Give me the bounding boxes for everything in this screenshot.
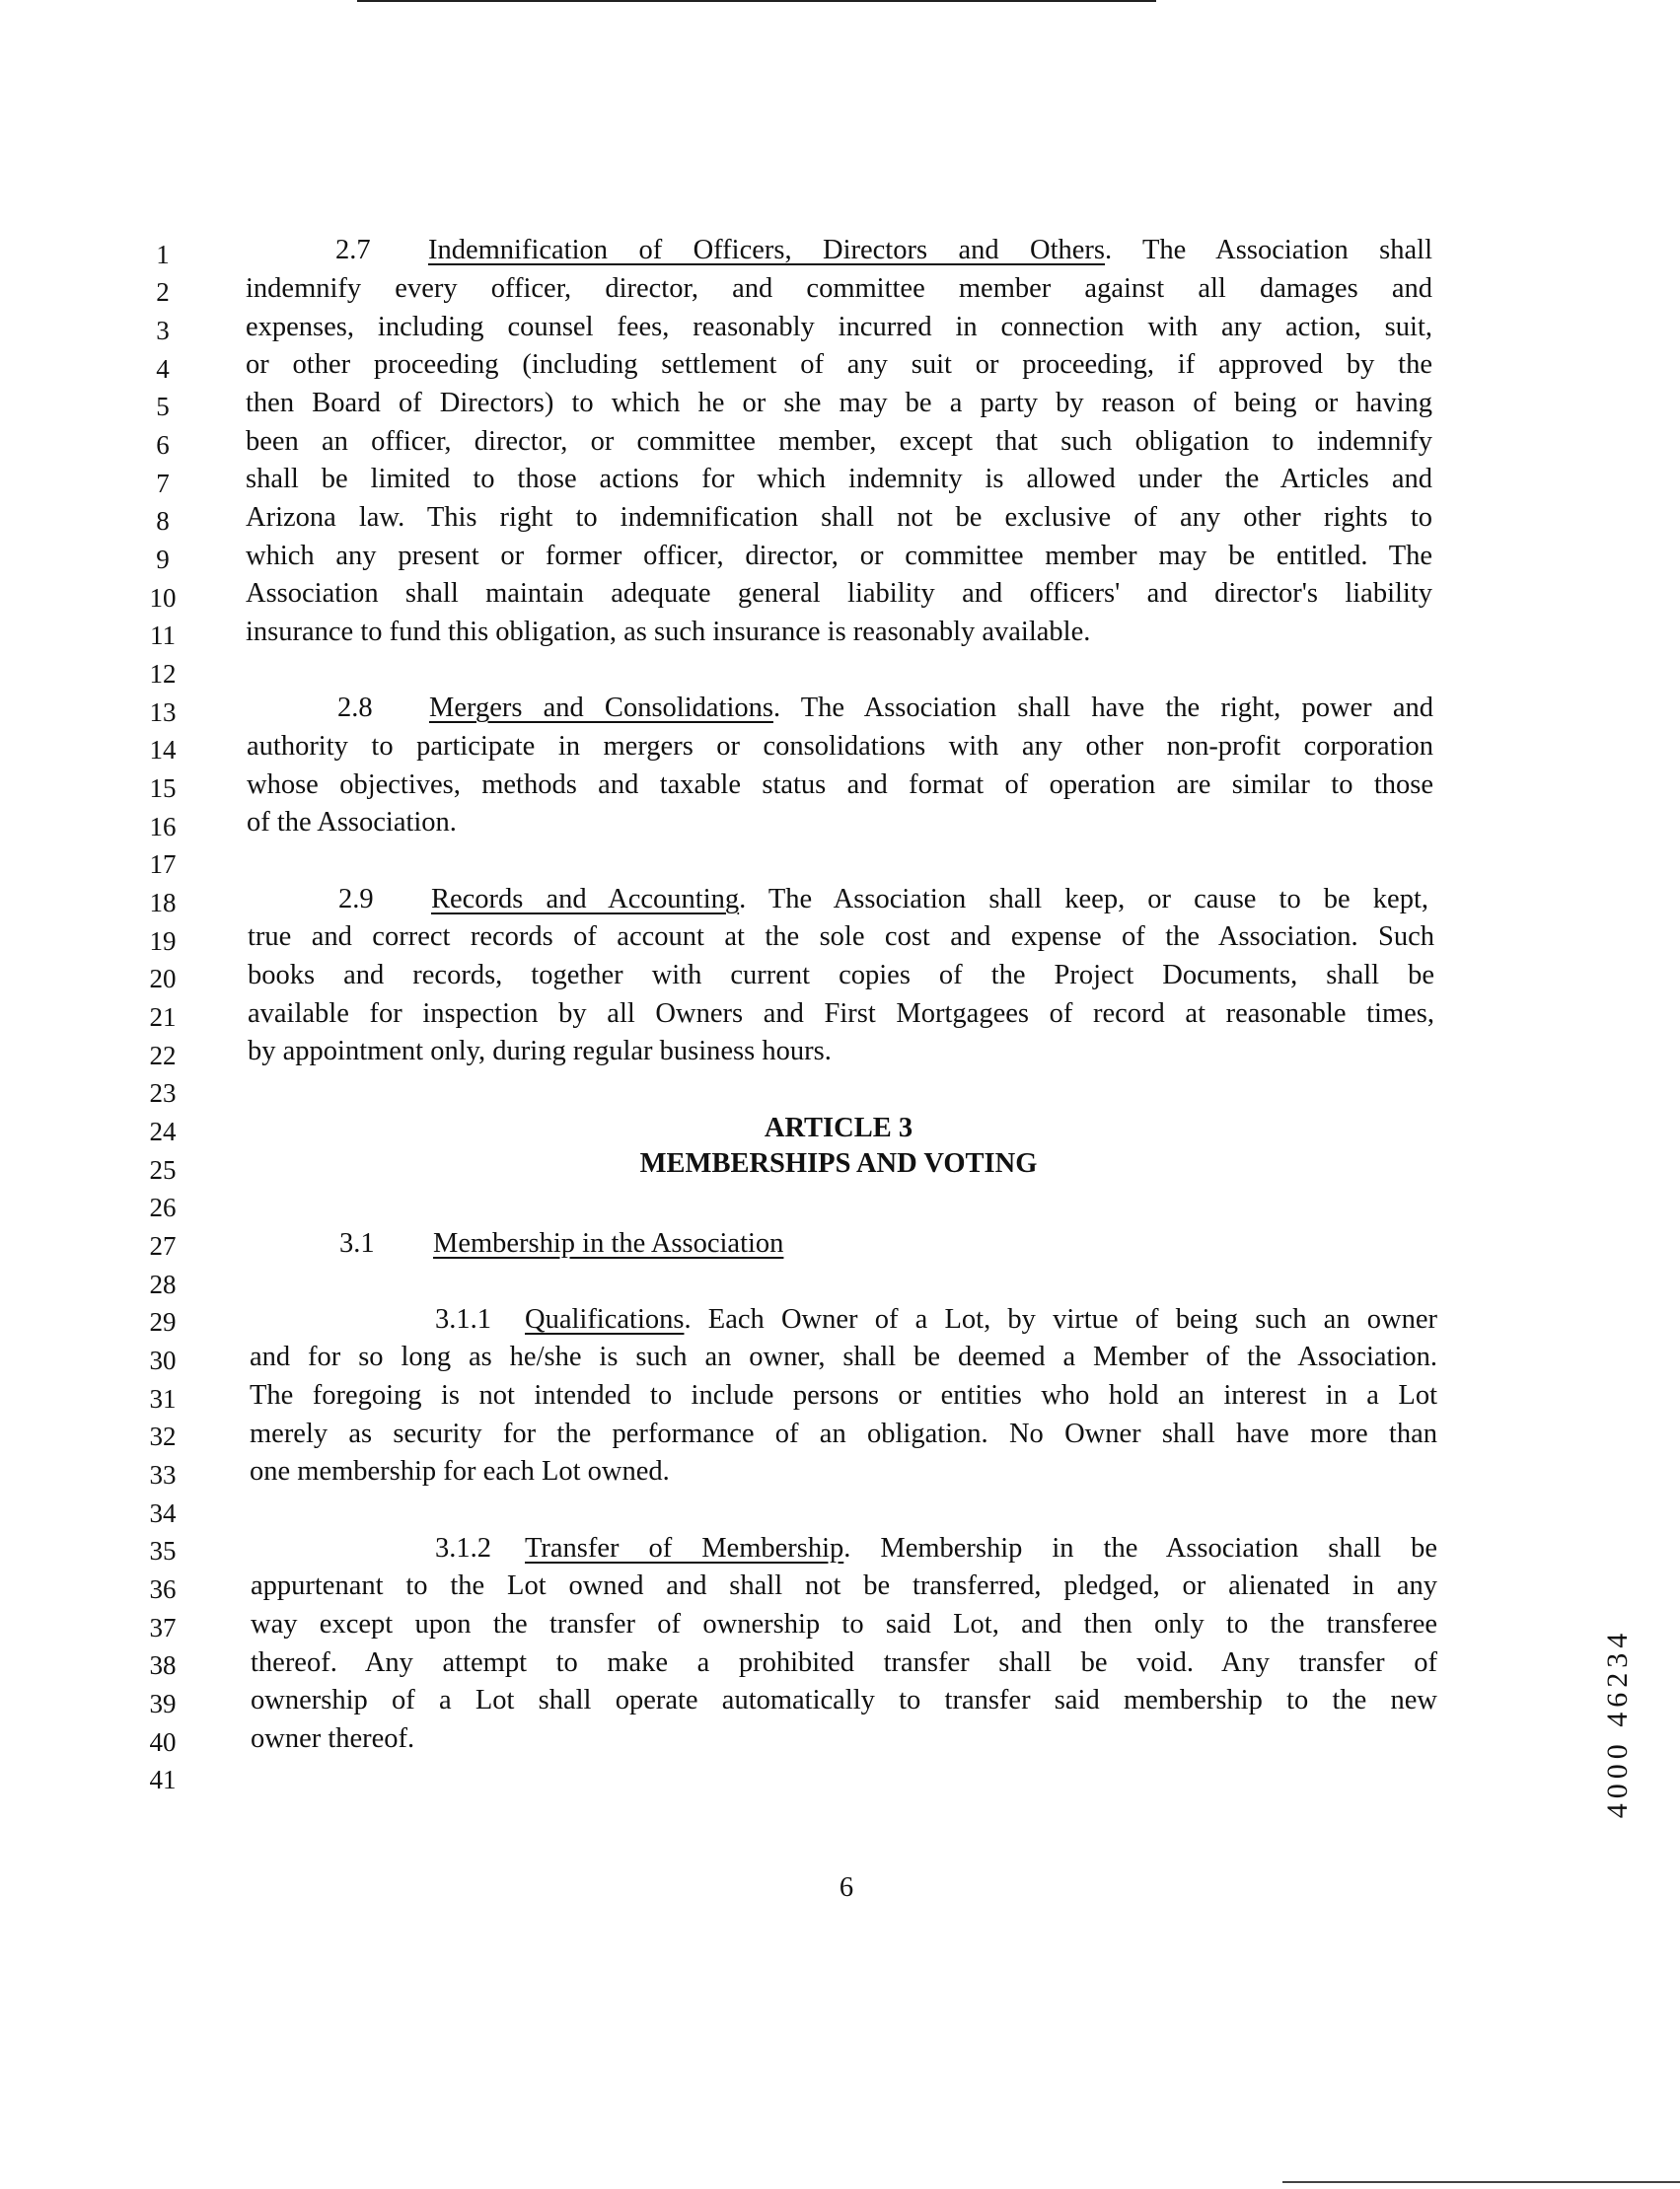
paragraph-line: and for so long as he/she is such an owner, shall be deemed a Member of the Association. — [250, 1342, 1437, 1372]
paragraph-line: then Board of Directors) to which he or she may be a party by reason of being or having — [246, 388, 1432, 418]
paragraph-text: . Each Owner of a Lot, by virtue of being such an owner — [684, 1304, 1437, 1335]
line-number: 12 — [149, 659, 177, 689]
line-number: 33 — [149, 1460, 177, 1490]
line-number: 22 — [149, 1041, 177, 1070]
line-number: 3 — [156, 316, 170, 345]
section-2-7-first-line — [335, 233, 1432, 268]
line-number: 18 — [149, 888, 177, 917]
line-number: 9 — [156, 545, 170, 574]
section-2-9-first-line — [338, 882, 1428, 917]
line-number: 6 — [156, 430, 170, 460]
section-2-8-first-line — [337, 691, 1433, 726]
section-number: 2.9 — [338, 884, 374, 914]
line-number: 38 — [149, 1650, 177, 1680]
line-number: 26 — [149, 1193, 177, 1222]
paragraph-line: ownership of a Lot shall operate automatically to transfer said membership to the new — [251, 1685, 1437, 1715]
line-number: 4 — [156, 354, 170, 384]
paragraph-line: been an officer, director, or committee member, except that such obligation to indemnify — [246, 426, 1432, 457]
line-number: 14 — [149, 735, 177, 765]
section-number: 2.7 — [335, 235, 371, 265]
paragraph-line: indemnify every officer, director, and committee member against all damages and — [246, 273, 1432, 304]
line-number: 16 — [149, 812, 177, 841]
paragraph-text: . The Association shall — [1105, 235, 1432, 265]
paragraph-line: merely as security for the performance of an obligation. No Owner shall have more than — [250, 1419, 1437, 1449]
paragraph-text: . The Association shall have the right, power and — [772, 693, 1433, 723]
section-title: Membership in the Association — [433, 1228, 784, 1259]
paragraph-line: appurtenant to the Lot owned and shall not be transferred, pledged, or alienated in any — [251, 1570, 1437, 1601]
line-number: 24 — [149, 1117, 177, 1146]
line-number: 41 — [149, 1765, 177, 1794]
line-number: 34 — [149, 1498, 177, 1528]
section-number: 3.1.1 — [435, 1304, 491, 1335]
line-number: 20 — [149, 964, 177, 993]
paragraph-line: true and correct records of account at the sole cost and expense of the Association. Such — [248, 921, 1434, 952]
line-number: 17 — [149, 849, 177, 879]
section-3-1-heading — [339, 1226, 783, 1262]
paragraph-line: available for inspection by all Owners and First Mortgagees of record at reasonable times, — [248, 998, 1434, 1029]
line-number: 25 — [149, 1155, 177, 1185]
bottom-rule — [1282, 2181, 1680, 2183]
paragraph-line: authority to participate in mergers or consolidations with any other non-profit corporation — [247, 731, 1433, 762]
paragraph-line: expenses, including counsel fees, reasonably incurred in connection with any action, suit, — [246, 312, 1432, 342]
line-number: 35 — [149, 1536, 177, 1566]
line-number: 2 — [156, 277, 170, 307]
paragraph-line: by appointment only, during regular business hours. — [248, 1036, 832, 1066]
line-number: 30 — [149, 1346, 177, 1375]
line-number: 31 — [149, 1384, 177, 1414]
line-number: 28 — [149, 1270, 177, 1299]
recording-number: 4000 46234 — [1601, 1628, 1634, 1819]
line-number: 1 — [156, 240, 170, 269]
paragraph-line: thereof. Any attempt to make a prohibited transfer shall be void. Any transfer of — [251, 1647, 1437, 1678]
section-title: Transfer of Membership — [525, 1533, 844, 1564]
paragraph-line: Arizona law. This right to indemnification shall not be exclusive of any other rights to — [246, 502, 1432, 533]
line-number: 21 — [149, 1002, 177, 1032]
paragraph-line: whose objectives, methods and taxable status and format of operation are similar to those — [247, 769, 1433, 800]
line-number: 11 — [150, 620, 176, 650]
paragraph-line: The foregoing is not intended to include persons or entities who hold an interest in a Lot — [250, 1380, 1437, 1411]
paragraph-line: insurance to fund this obligation, as such insurance is reasonably available. — [246, 617, 1091, 647]
line-number: 37 — [149, 1613, 177, 1642]
section-title: Qualifications — [525, 1304, 685, 1335]
recording-number-stamp — [1601, 1580, 1634, 1866]
page-number: 6 — [839, 1872, 854, 1903]
paragraph-line: of the Association. — [247, 807, 457, 838]
line-number: 7 — [156, 469, 170, 498]
line-number: 5 — [156, 392, 170, 421]
paragraph-line: shall be limited to those actions for which indemnity is allowed under the Articles and — [246, 464, 1432, 494]
paragraph-line: Association shall maintain adequate general liability and officers' and director's liability — [246, 578, 1432, 609]
line-number: 29 — [149, 1307, 177, 1337]
paragraph-line: books and records, together with current copies of the Project Documents, shall be — [248, 960, 1434, 990]
line-number: 39 — [149, 1689, 177, 1718]
paragraph-text: . The Association shall keep, or cause to be kept, — [739, 884, 1428, 914]
paragraph-line: which any present or former officer, director, or committee member may be entitled. The — [246, 541, 1432, 571]
paragraph-line: owner thereof. — [251, 1723, 415, 1754]
line-number: 32 — [149, 1422, 177, 1451]
line-number: 10 — [149, 583, 177, 613]
section-number: 3.1.2 — [435, 1533, 491, 1564]
section-3-1-2-first-line — [435, 1531, 1437, 1567]
paragraph-text: . Membership in the Association shall be — [843, 1533, 1437, 1564]
article-number: ARTICLE 3 — [764, 1113, 913, 1143]
section-number: 3.1 — [339, 1228, 375, 1259]
section-title: Indemnification of Officers, Directors and Others — [428, 235, 1105, 265]
top-rule — [357, 0, 1156, 2]
line-number: 13 — [149, 697, 177, 727]
section-title: Records and Accounting — [431, 884, 740, 914]
line-number: 15 — [149, 773, 177, 803]
article-title: MEMBERSHIPS AND VOTING — [639, 1148, 1038, 1179]
line-number: 23 — [149, 1078, 177, 1108]
paragraph-line: way except upon the transfer of ownership to said Lot, and then only to the transferee — [251, 1609, 1437, 1640]
section-number: 2.8 — [337, 693, 373, 723]
line-number: 27 — [149, 1231, 177, 1261]
paragraph-line: one membership for each Lot owned. — [250, 1456, 670, 1487]
line-number: 40 — [149, 1727, 177, 1757]
line-number: 19 — [149, 926, 177, 956]
paragraph-line: or other proceeding (including settlement of any suit or proceeding, if approved by the — [246, 349, 1432, 380]
line-number: 36 — [149, 1574, 177, 1604]
line-number: 8 — [156, 506, 170, 536]
section-3-1-1-first-line — [435, 1302, 1437, 1338]
section-title: Mergers and Consolidations — [429, 693, 773, 723]
